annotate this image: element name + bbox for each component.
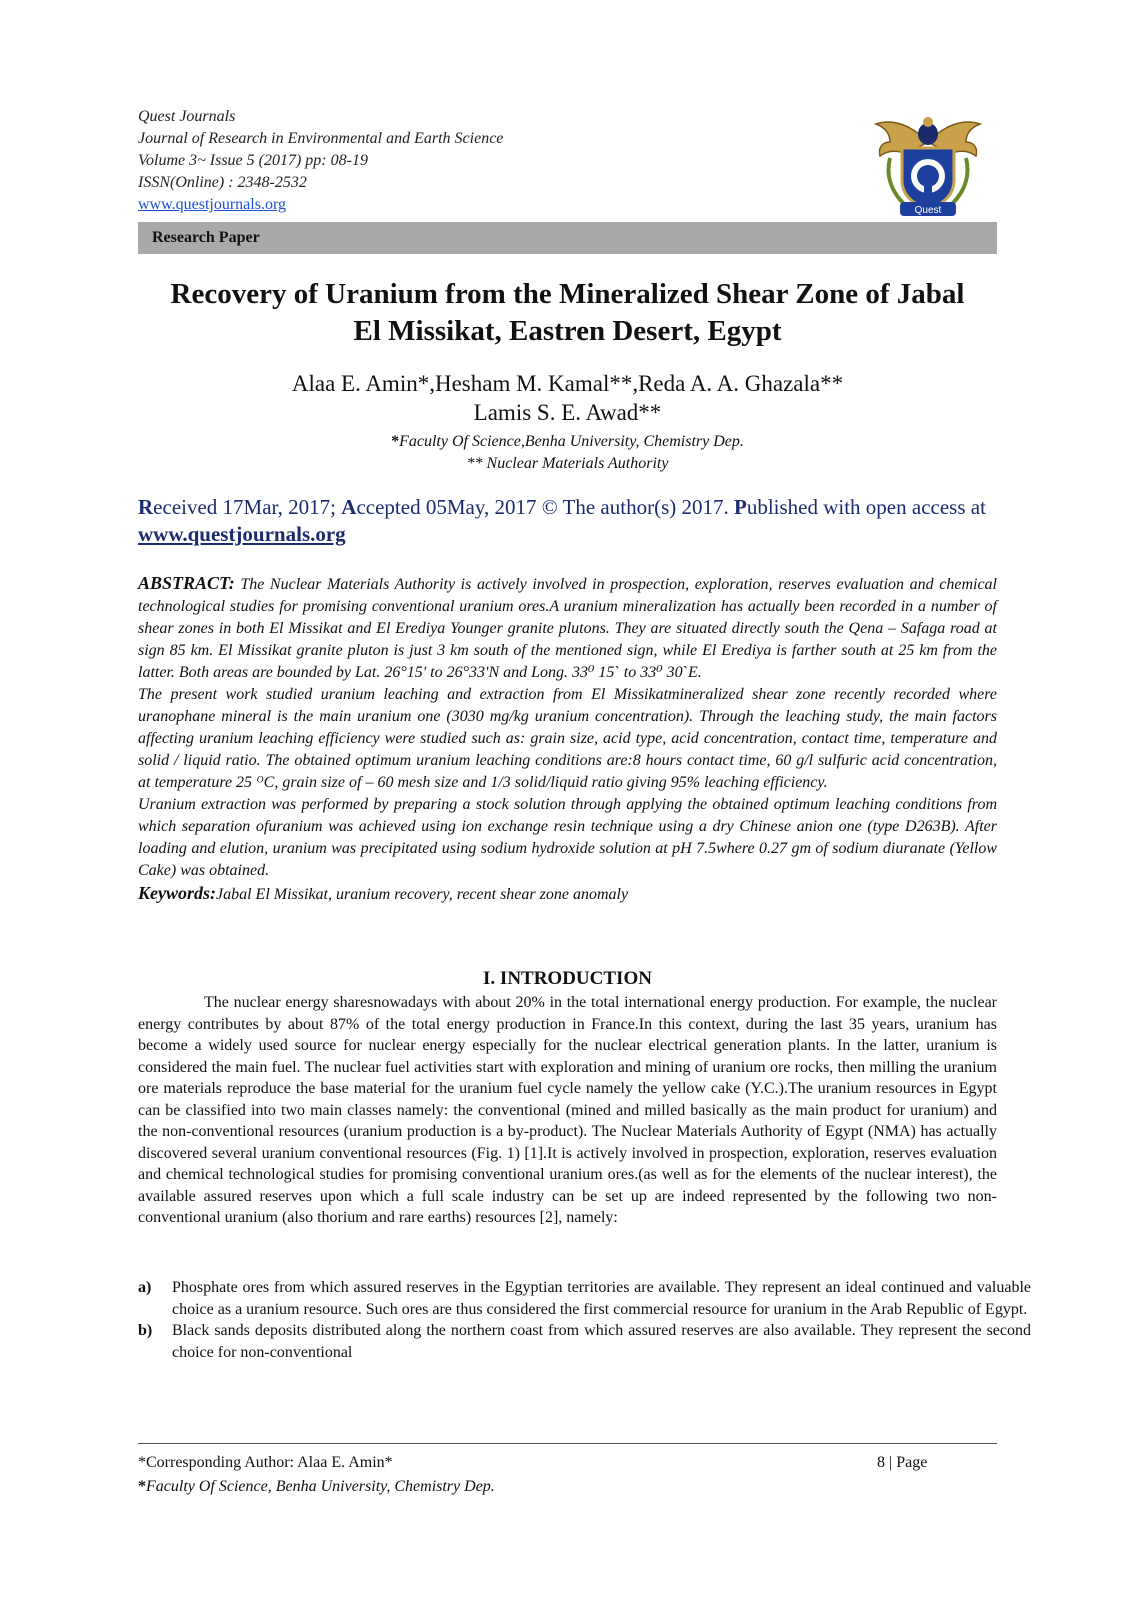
introduction-heading: I. INTRODUCTION [483, 968, 652, 989]
received-initial: R [138, 495, 154, 519]
open-access-link[interactable]: www.questjournals.org [138, 522, 346, 546]
journal-volume: Volume 3~ Issue 5 (2017) pp: 08-19 [138, 152, 368, 169]
accepted-initial: A [341, 495, 357, 519]
footer-divider [138, 1443, 997, 1444]
journal-name: Quest Journals [138, 108, 236, 125]
title-line-2: El Missikat, Eastren Desert, Egypt [353, 315, 782, 347]
abstract-paragraph-2: The present work studied uranium leaching and extraction from El Missikatmineralized shear zone recently recorded where uranophane mineral is the main uranium one (3030 mg/kg uranium concentration). Through the leaching study, the main factors affecting uranium leaching efficiency were studied such as: grain size, acid type, acid concentration, contact time, temperature and solid / liquid ratio. The obtained optimum uranium leaching conditions are:8 hours contact time, 60 g/l sulfuric acid concentration, at temperature 25 ᴼC, grain size of – 60 mesh size and 1/3 solid/liquid ratio giving 95% leaching efficiency. [138, 686, 997, 791]
journal-website-link[interactable]: www.questjournals.org [138, 196, 286, 213]
logo-text: Quest [914, 205, 942, 216]
footer-author-info [138, 1451, 495, 1499]
accepted-date: ccepted 05May, 2017 © The author(s) 2017. [356, 495, 734, 519]
keywords: Jabal El Missikat, uranium recovery, recent shear zone anomaly [216, 886, 629, 903]
affiliation-1-mark: * [391, 433, 400, 450]
journal-info [138, 106, 738, 216]
paper-title [138, 276, 997, 350]
journal-issn: ISSN(Online) : 2348-2532 [138, 174, 307, 191]
quest-logo-icon [868, 108, 988, 218]
abstract-paragraph-3: Uranium extraction was performed by preparing a stock solution through applying the obtained optimum leaching conditions from which separation ofuranium was achieved using ion exchange resin technique using a dry Chinese anion one (type D263B). After loading and elution, uranium was precipitated using sodium hydroxide solution at pH 7.5where 0.27 gm of sodium diuranate (Yellow Cake) was obtained. [138, 796, 997, 879]
list-marker: a) [138, 1279, 152, 1296]
footer-faculty-mark: * [138, 1478, 146, 1495]
resource-list [138, 1277, 1031, 1363]
affiliations [138, 431, 997, 475]
introduction-paragraph: The nuclear energy sharesnowadays with about 20% in the total international energy production. For example, the nuclear energy contributes by about 87% of the total energy production in France.In this context, during the last 35 years, uranium has become a widely used source for nuclear energy especially for the nuclear electrical generation plants. In the latter, uranium is considered the main fuel. The nuclear fuel activities start with exploration and mining of uranium ore rocks, then milling the uranium ore materials reproduce the base material for the uranium fuel cycle namely the yellow cake (Y.C.).The uranium resources in Egypt can be classified into two main classes namely: the conventional (mined and milled basically as the main product for uranium) and the non-conventional resources (uranium production is a by-product). The Nuclear Materials Authority of Egypt (NMA) has actually discovered several uranium conventional resources (Fig. 1) [1].It is actively involved in prospection, exploration, reserves evaluation and chemical technological studies for promising conventional uranium ores.(as well as for the elements of the nuclear interest), the available assured reserves upon which a full scale industry can be set up are indeed represented by the following two non-conventional uranium (also thorium and rare earths) resources [2], namely: [138, 994, 997, 1226]
publication-dates [138, 494, 997, 548]
journal-subtitle: Journal of Research in Environmental and Earth Science [138, 130, 504, 147]
list-item [138, 1320, 1031, 1363]
list-item-text: Phosphate ores from which assured reserves in the Egyptian territories are available. They represent an ideal continued and valuable choice as a uranium resource. Such ores are thus considered the first commercial resource for uranium in the Arab Republic of Egypt. [172, 1279, 1031, 1318]
received-date: eceived 17Mar, 2017; [153, 495, 342, 519]
authors [138, 369, 997, 427]
published-note: ublished with open access at [746, 495, 986, 519]
corresponding-author: *Corresponding Author: Alaa E. Amin* [138, 1454, 393, 1471]
affiliation-2: ** Nuclear Materials Authority [466, 455, 669, 472]
authors-line-1: Alaa E. Amin*,Hesham M. Kamal**,Reda A. A. Ghazala** [291, 371, 844, 396]
published-initial: P [733, 495, 747, 519]
abstract-paragraph-1: The Nuclear Materials Authority is actively involved in prospection, exploration, reserves evaluation and chemical technological studies for promising conventional uranium ores.A uranium mineralization has actually been recorded in a number of shear zones in both El Missikat and El Erediya Younger granite plutons. They are situated directly south the Qena – Safaga road at sign 85 km. El Missikat granite pluton is just 3 km south of the mentioned sign, while El Erediya is farther south at 25 km from the latter. Both areas are bounded by Lat. 26°15ʹ to 26°33ʹN and Long. 33⁰ 15ˋ to 33⁰ 30ˋE. [138, 576, 997, 681]
paper-type-label: Research Paper [152, 229, 260, 246]
list-item [138, 1277, 1031, 1320]
authors-line-2: Lamis S. E. Awad** [473, 400, 662, 425]
affiliation-1: Faculty Of Science,Benha University, Chemistry Dep. [399, 433, 744, 450]
abstract-label: ABSTRACT: [138, 573, 235, 593]
keywords-label: Keywords: [138, 883, 216, 903]
list-item-text: Black sands deposits distributed along the northern coast from which assured reserves are also available. They represent the second choice for non-conventional [172, 1322, 1031, 1361]
footer-faculty: Faculty Of Science, Benha University, Chemistry Dep. [146, 1478, 495, 1495]
abstract [138, 572, 997, 906]
page-number: 8 | Page [877, 1454, 928, 1471]
list-marker: b) [138, 1322, 153, 1339]
paper-type-bar [138, 222, 997, 254]
title-line-1: Recovery of Uranium from the Mineralized Shear Zone of Jabal [170, 278, 965, 310]
introduction-body [138, 992, 997, 1229]
